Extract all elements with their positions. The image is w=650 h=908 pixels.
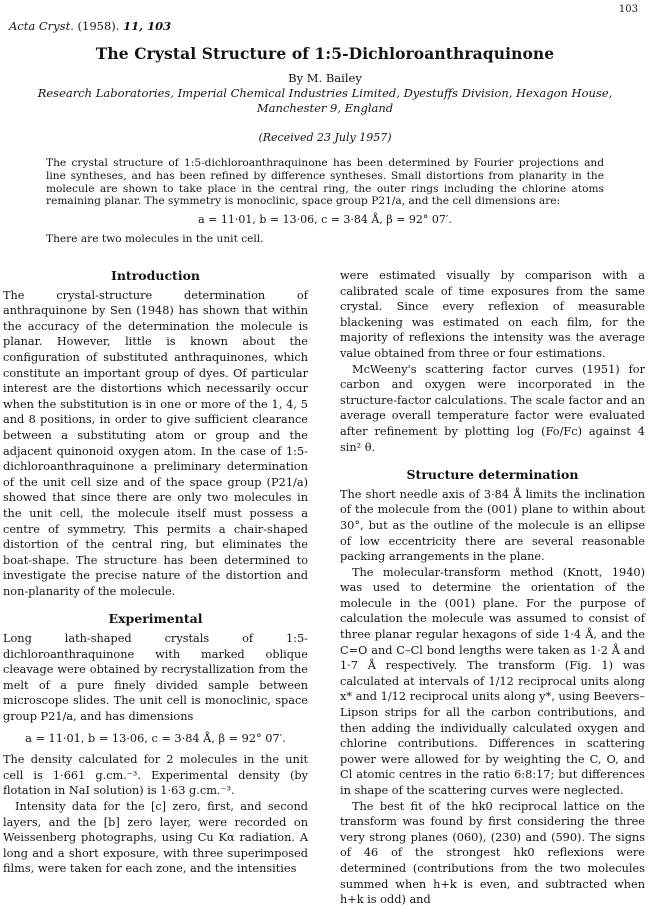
structure-paragraph-3: The best fit of the hk0 reciprocal lattice on the transform was found by first considering the three very strong planes (060), (230) and (590). The signs of 46 of the strongest hk0 reflexions were determined (contributions from the two molecules summed when h+k is even, and subtracted when h+k is odd) and (340, 799, 645, 907)
introduction-paragraph: The crystal-structure determination of anthraquinone by Sen (1948) has shown that within the accuracy of the determination the molecule is planar. However, little is known about the configuration of substituted anthraquinones, which constitute an important group of dyes. Of particular interest are the distortions which necessarily occur when the substitution is in one or more of the 1, 4, 5 and 8 positions, in order to give sufficient clearance between a substituting atom or group and the adjacent quinonoid oxygen atom. In the case of 1:5-dichloroanthraquinone a preliminary determination of the unit cell size and of the space group (P21/a) showed that since there are only two molecules in the unit cell, the molecule itself must possess a centre of symmetry. This permits a chair-shaped distortion of the central ring, but eliminates the boat-shape. The structure has been determined to investigate the precise nature of the distortion and non-planarity of the molecule. (3, 288, 308, 598)
experimental-heading: Experimental (108, 611, 203, 627)
right-paragraph-1: were estimated visually by comparison with a calibrated scale of time exposures from the same crystal. Since every reflexion of measurable blackening was estimated on each film, for the majority of reflexions the intensity was the average value obtained from three or four estimations. (340, 269, 645, 360)
journal-name: Acta Cryst. (9, 19, 74, 33)
introduction-heading: Introduction (110, 268, 201, 283)
journal-volume: 11, 103 (123, 19, 172, 33)
right-paragraph-2: McWeeny's scattering factor curves (1951) for carbon and oxygen were incorporated in the structure-factor calculations. The scale factor and an average overall temperature factor were evaluated after refinement by plotting log (Fo/Fc) against 4 sin² θ. (340, 362, 645, 454)
article-affiliation: Research Laboratories, Imperial Chemical Industries Limited, Dyestuffs Division, Hexagon House, Manchester 9, England (37, 86, 613, 115)
experimental-paragraph-1: Long lath-shaped crystals of 1:5-dichloroanthraquinone with marked oblique cleavage were obtained by recrystallization from the melt of a pure finely divided sample between microscope slides. The unit cell is monoclinic, space group P21/a, and has dimensions (3, 632, 308, 724)
structure-paragraph-2: The molecular-transform method (Knott, 1940) was used to determine the orientation of the molecule in the (001) plane. For the purpose of calculation the molecule was assumed to consist of three planar regular hexagons of side 1·4 Å, and the C=O and C–Cl bond lengths were taken as 1·2 Å and 1·7 Å respectively. The transform (Fig. 1) was calculated at intervals of 1/12 reciprocal units along x* and 1/12 reciprocal units along y*, using Beevers–Lipson strips for all the carbon contributions, and then adding the individually calculated oxygen and chlorine contributions. Differences in scattering power were allowed for by weighting the C, O, and Cl atomic centres in the ratio 6:8:17; but differences in shape of the scattering curves were neglected. (340, 565, 645, 797)
article-title: The Crystal Structure of 1:5-Dichloroanthraquinone (95, 44, 555, 63)
page-number: 103 (618, 4, 638, 15)
journal-year: (1958). (77, 19, 120, 33)
experimental-paragraph-2: The density calculated for 2 molecules in the unit cell is 1·661 g.cm.⁻³. Experimental density (by flotation in NaI solution) is 1·63 g.cm.⁻³. (3, 753, 308, 798)
structure-paragraph-1: The short needle axis of 3·84 Å limits the inclination of the molecule from the (001) plane to within about 30°, but as the outline of the molecule is an ellipse of low eccentricity there are several reasonable packing arrangements in the plane. (340, 487, 645, 564)
structure-determination-heading: Structure determination (406, 467, 579, 483)
experimental-paragraph-3: Intensity data for the [c] zero, first, and second layers, and the [b] zero layer, were recorded on Weissenberg photographs, using Cu Kα radiation. A long and a short exposure, with three superimposed films, were taken for each zone, and the intensities (3, 800, 308, 876)
experimental-cell-equation: a = 11·01, b = 13·06, c = 3·84 Å, β = 92° 07′. (25, 731, 286, 745)
abstract-cell-equation: a = 11·01, b = 13·06, c = 3·84 Å, β = 92° 07′. (198, 213, 452, 227)
abstract-paragraph: The crystal structure of 1:5-dichloroanthraquinone has been determined by Fourier projections and line syntheses, and has been refined by difference syntheses. Small distortions from planarity in the molecule are shown to take place in the central ring, the outer rings including the chlorine atoms remaining planar. The symmetry is monoclinic, space group P21/a, and the cell dimensions are: (46, 157, 604, 208)
article-author: By M. Bailey (288, 71, 362, 85)
received-date: (Received 23 July 1957) (258, 131, 392, 144)
journal-citation (9, 19, 171, 33)
right-column (340, 268, 645, 908)
abstract (46, 157, 604, 246)
abstract-paragraph-2: There are two molecules in the unit cell. (46, 232, 264, 245)
left-column (3, 268, 308, 877)
